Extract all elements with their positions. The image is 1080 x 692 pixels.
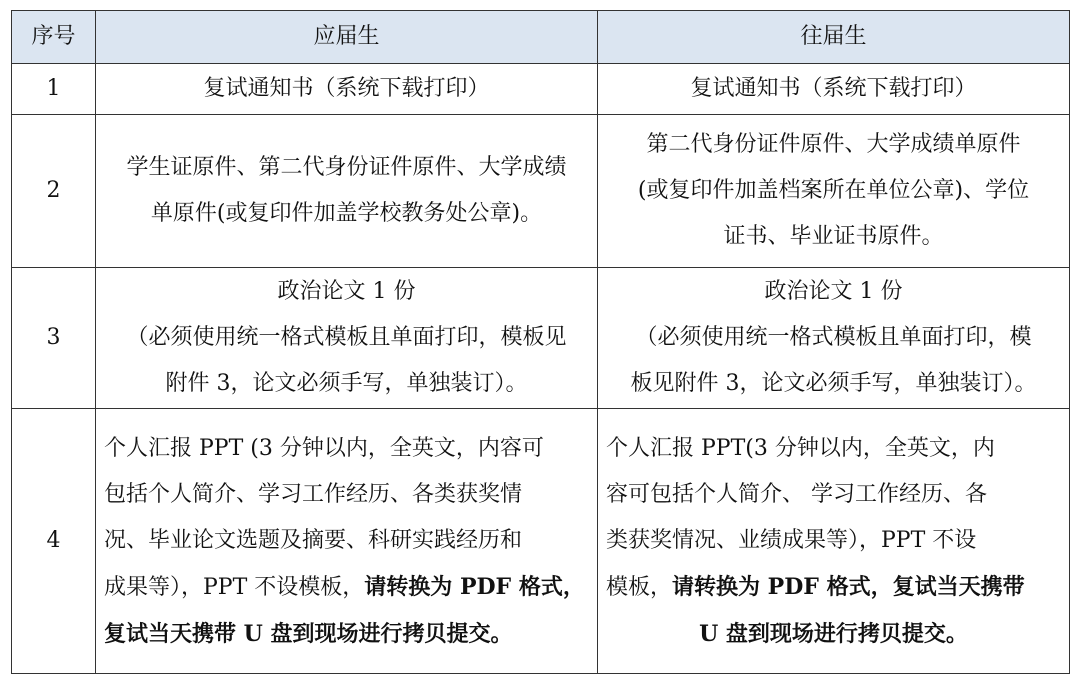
header-previous-graduates: 往届生 <box>598 11 1070 64</box>
table-header-row <box>12 11 1070 64</box>
cell-line: 复试通知书（系统下载打印） <box>690 76 977 101</box>
cell-line: 政治论文 1 份 <box>277 279 416 304</box>
cell-line-mixed <box>104 564 589 611</box>
table-row <box>12 64 1070 115</box>
cell-line: 况、毕业论文选题及摘要、科研实践经历和 <box>104 527 523 553</box>
cell-line: 附件 3，论文必须手写，单独装订）。 <box>165 371 528 396</box>
cell-line: 板见附件 3，论文必须手写，单独装订）。 <box>630 371 1037 396</box>
cell-line: 类获奖情况、业绩成果等），PPT 不设 <box>606 527 977 553</box>
table-row <box>12 115 1070 268</box>
cell-current-graduates <box>96 115 598 268</box>
cell-text-plain: 成果等），PPT 不设模板， <box>104 574 365 600</box>
cell-text-bold: 请转换为 PDF 格式， <box>364 573 585 600</box>
cell-previous-graduates <box>598 268 1070 409</box>
cell-previous-graduates <box>598 64 1070 115</box>
table-row <box>12 268 1070 409</box>
cell-text-bold: 请转换为 PDF 格式，复试当天携带 <box>672 573 1025 600</box>
row-number: 1 <box>12 64 96 115</box>
cell-line: 个人汇报 PPT(3 分钟以内，全英文，内 <box>606 435 995 461</box>
cell-line-bold: 复试当天携带 U 盘到现场进行拷贝提交。 <box>104 620 513 647</box>
cell-previous-graduates <box>598 409 1070 674</box>
header-current-graduates: 应届生 <box>96 11 598 64</box>
cell-line: 学生证原件、第二代身份证件原件、大学成绩 <box>126 155 567 180</box>
cell-line-bold: U 盘到现场进行拷贝提交。 <box>699 620 968 647</box>
table-row <box>12 409 1070 674</box>
cell-line: 个人汇报 PPT (3 分钟以内，全英文，内容可 <box>104 435 544 461</box>
requirements-table <box>11 10 1070 674</box>
cell-previous-graduates <box>598 115 1070 268</box>
cell-line: 容可包括个人简介、 学习工作经历、各 <box>606 481 987 507</box>
cell-current-graduates <box>96 268 598 409</box>
row-number: 3 <box>12 268 96 409</box>
row-number: 2 <box>12 115 96 268</box>
cell-line: (或复印件加盖档案所在单位公章)、学位 <box>637 178 1030 203</box>
cell-line: 第二代身份证件原件、大学成绩单原件 <box>646 132 1021 157</box>
cell-line: （必须使用统一格式模板且单面打印，模 <box>635 325 1032 350</box>
cell-line: 复试通知书（系统下载打印） <box>203 76 490 101</box>
cell-line: 单原件(或复印件加盖学校教务处公章)。 <box>150 201 543 226</box>
cell-text-plain: 模板， <box>606 574 673 600</box>
cell-line: 包括个人简介、学习工作经历、各类获奖情 <box>104 481 523 507</box>
row-number: 4 <box>12 409 96 674</box>
cell-line: 证书、毕业证书原件。 <box>723 224 944 249</box>
cell-line-mixed <box>606 564 1061 611</box>
header-serial-number: 序号 <box>12 11 96 64</box>
cell-current-graduates <box>96 64 598 115</box>
cell-current-graduates <box>96 409 598 674</box>
cell-line: （必须使用统一格式模板且单面打印，模板见 <box>126 325 567 350</box>
cell-line: 政治论文 1 份 <box>764 279 903 304</box>
